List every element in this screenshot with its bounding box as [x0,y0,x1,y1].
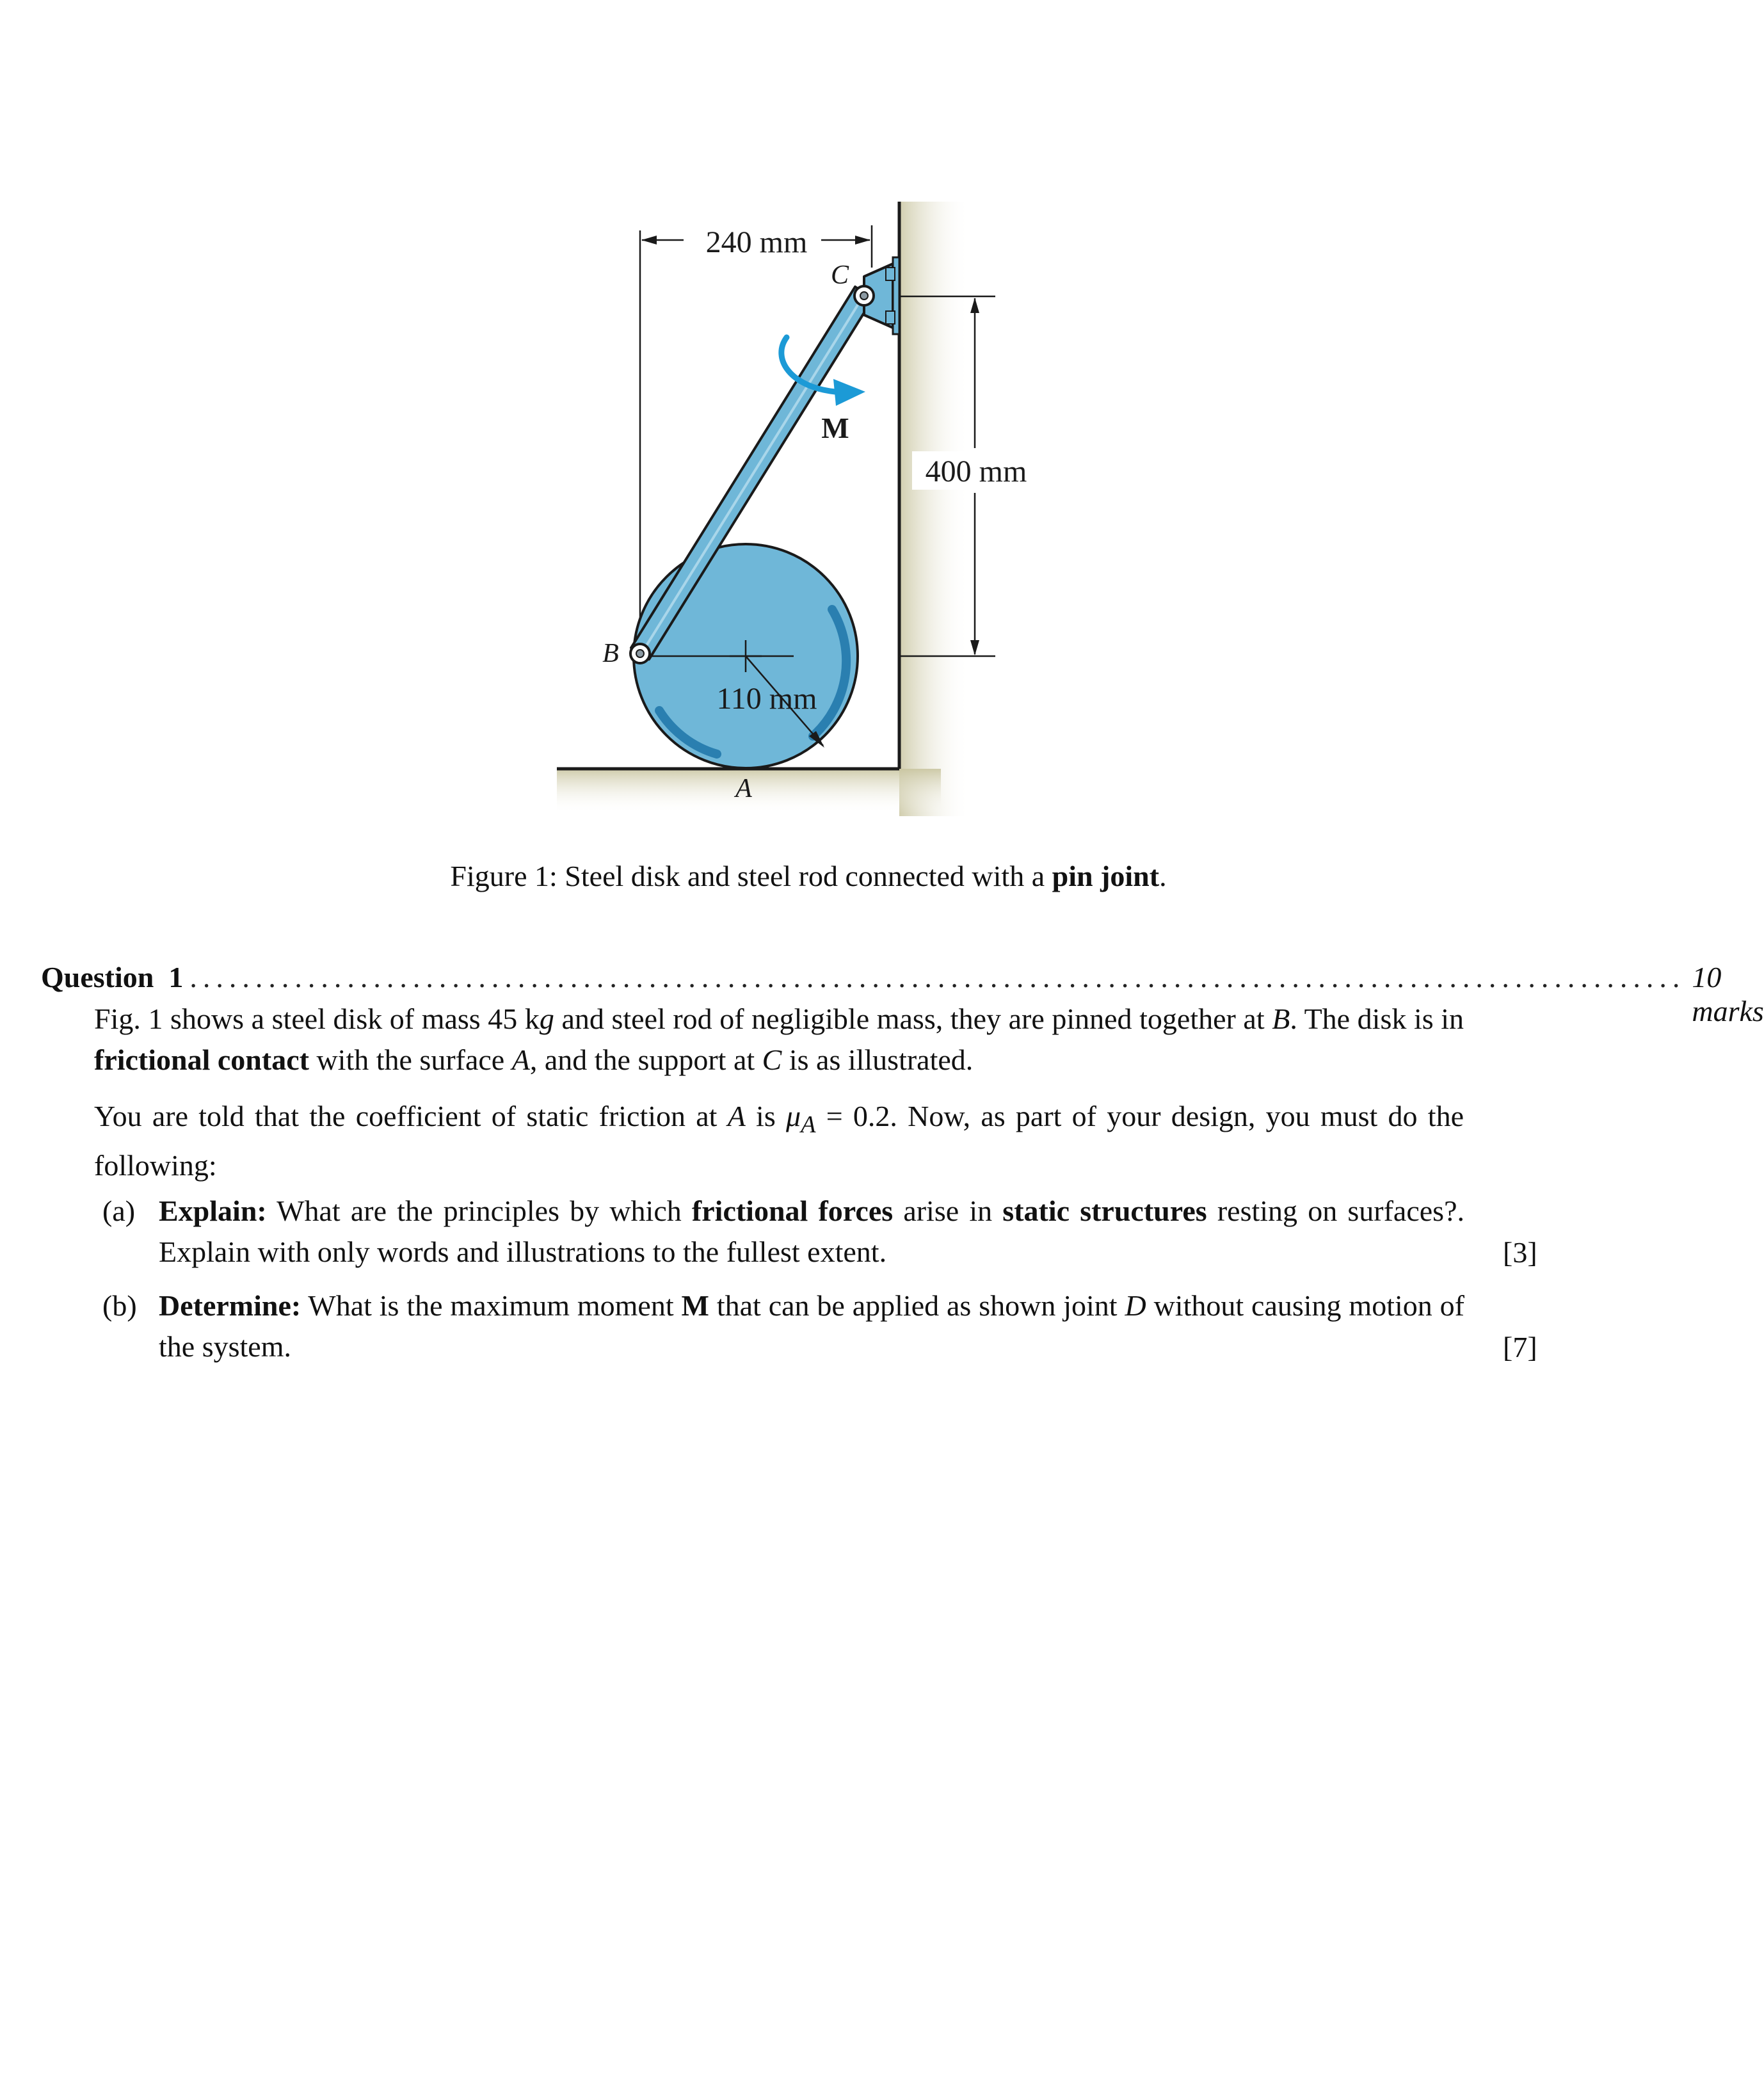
intro-paragraph [94,999,1464,1081]
intro-t4-var: A [511,1043,530,1076]
part-a-t2: arise in [893,1194,1003,1227]
caption-suffix: . [1159,860,1167,892]
bolt-top [886,268,895,280]
part-a-b1: frictional forces [691,1194,894,1227]
intro-t1-var: g [539,1002,554,1035]
part-b-t1: What is the maximum moment [301,1289,682,1322]
point-b-label: B [602,639,619,668]
part-b-body [159,1285,1464,1367]
part-a-b2: static structures [1002,1194,1207,1227]
radius-label: 110 mm [716,682,817,716]
friction-t1-var: A [727,1100,746,1132]
intro-t5-var: C [762,1043,782,1076]
pin-b-inner [636,650,644,657]
part-b-t3: without causing motion of the system. [159,1289,1464,1363]
question-title: Question 1 [41,961,184,993]
part-a-t3: resting on surfaces?. Explain with only words and illustrations to the fullest extent. [159,1194,1464,1268]
friction-t2: is [745,1100,786,1132]
friction-mu-sub: A [801,1111,816,1139]
friction-t1: You are told that the coefficient of static friction at [94,1100,728,1132]
dim-240-label: 240 mm [705,225,808,259]
friction-mu: μ [785,1100,801,1132]
moment-arrowhead [833,379,865,406]
friction-t3: = 0.2. Now, as part of your design, you must do the following: [94,1100,1464,1182]
intro-t1: Fig. 1 shows a steel disk of mass 45 k [94,1002,540,1035]
part-b-t2-var: D [1125,1289,1146,1322]
dim-400-arrow-bottom [970,640,979,655]
part-b-t2: that can be applied as shown joint [709,1289,1125,1322]
part-b-label: (b) [102,1289,137,1322]
dim-240-arrow-left [641,236,657,245]
moment-label: M [821,412,849,444]
part-a-label: (a) [102,1194,136,1227]
bolt-bottom [886,311,895,324]
intro-t3: . The disk is in [1290,1002,1464,1035]
dim-240-arrow-right [855,236,870,245]
pin-c-inner [860,292,868,300]
question-marks: 10 marks [1692,961,1764,1027]
dim-400-label: 400 mm [925,454,1027,488]
part-a-body [159,1191,1464,1273]
part-a-score: [3] [1503,1236,1537,1269]
caption-prefix: Figure 1: Steel disk and steel rod connected with a [450,860,1052,892]
intro-t3-bold: frictional contact [94,1043,309,1076]
caption-emph: pin joint [1052,860,1160,892]
dot-leader: .................................................................................................................. [189,961,1686,993]
part-a [102,1191,1464,1273]
part-b-score: [7] [1503,1331,1537,1363]
point-c-label: C [830,261,849,290]
mechanism-figure [0,0,1706,845]
part-a-head: Explain: [159,1194,267,1227]
point-a-label: A [735,774,752,803]
figure-caption [0,858,1662,894]
intro-t6: is as illustrated. [782,1043,974,1076]
part-b-head: Determine: [159,1289,301,1322]
wall-shadow [899,202,970,816]
intro-t4: with the surface [309,1043,512,1076]
dim-400-arrow-top [970,298,979,313]
friction-paragraph [94,1096,1464,1186]
part-a-t1: What are the principles by which [266,1194,692,1227]
part-b [102,1285,1464,1367]
intro-t2-var: B [1272,1002,1290,1035]
intro-t5: , and the support at [529,1043,762,1076]
intro-t2: and steel rod of negligible mass, they are pinned together at [554,1002,1272,1035]
part-b-b1: M [681,1289,709,1322]
